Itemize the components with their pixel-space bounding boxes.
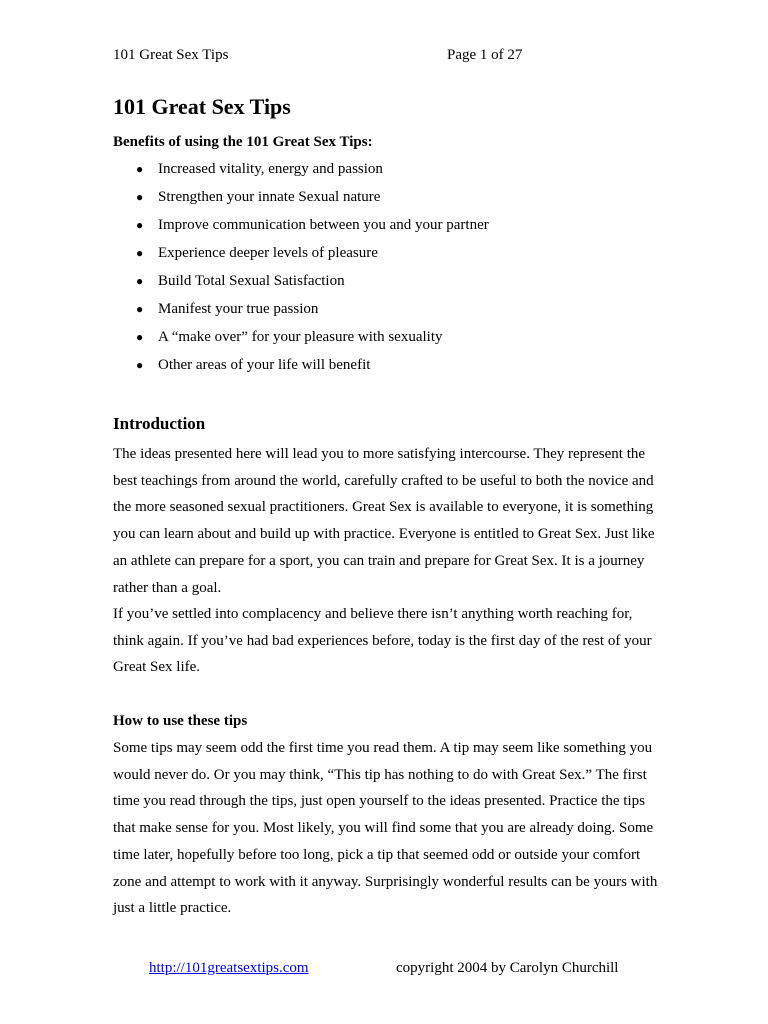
bullet-icon: ●: [136, 358, 144, 372]
list-item-text: Manifest your true passion: [158, 301, 319, 317]
list-item-text: Improve communication between you and your partner: [158, 217, 489, 233]
list-item-text: Build Total Sexual Satisfaction: [158, 273, 345, 289]
list-item: [113, 187, 489, 215]
list-item: [113, 243, 489, 271]
how-to-use-heading: How to use these tips: [113, 713, 248, 729]
bullet-icon: ●: [136, 302, 144, 316]
list-item: [113, 355, 489, 383]
header-document-title: 101 Great Sex Tips: [113, 47, 229, 63]
list-item-text: A “make over” for your pleasure with sexuality: [158, 329, 443, 345]
introduction-paragraph: The ideas presented here will lead you to more satisfying intercourse. They represent the best teachings from around the world, carefully crafted to be useful to both the novice and the more seasoned sexual practitioners. Great Sex is available to everyone, it is something you can learn about and build up with practice. Everyone is entitled to Great Sex. Just like an athlete can prepare for a sport, you can train and prepare for Great Sex. It is a journey rather than a goal.: [113, 446, 655, 596]
list-item: [113, 327, 489, 355]
list-item: [113, 215, 489, 243]
how-to-use-paragraph: Some tips may seem odd the first time you read them. A tip may seem like something you would never do. Or you may think, “This tip has nothing to do with Great Sex.” The first time you read through the tips, just open yourself to the ideas presented. Practice the tips that make sense for you. Most likely, you will find some that you are already doing. Some time later, hopefully before too long, pick a tip that seemed odd or outside your comfort zone and attempt to work with it anyway. Surprisingly wonderful results can be yours with just a little practice.: [113, 740, 658, 917]
list-item: [113, 299, 489, 327]
website-link[interactable]: http://101greatsextips.com: [149, 960, 309, 976]
introduction-heading: Introduction: [113, 414, 206, 433]
copyright-notice: copyright 2004 by Carolyn Churchill: [396, 960, 619, 976]
list-item-text: Strengthen your innate Sexual nature: [158, 189, 381, 205]
benefits-list: [113, 159, 489, 383]
benefits-heading: Benefits of using the 101 Great Sex Tips:: [113, 134, 373, 150]
bullet-icon: ●: [136, 162, 144, 176]
document-title: 101 Great Sex Tips: [113, 94, 291, 119]
list-item-text: Experience deeper levels of pleasure: [158, 245, 378, 261]
list-item-text: Other areas of your life will benefit: [158, 357, 371, 373]
bullet-icon: ●: [136, 190, 144, 204]
bullet-icon: ●: [136, 246, 144, 260]
list-item-text: Increased vitality, energy and passion: [158, 161, 383, 177]
introduction-paragraph: If you’ve settled into complacency and believe there isn’t anything worth reaching for, think again. If you’ve had bad experiences before, today is the first day of the rest of your Great Sex life.: [113, 606, 652, 676]
bullet-icon: ●: [136, 330, 144, 344]
bullet-icon: ●: [136, 218, 144, 232]
list-item: [113, 271, 489, 299]
header-page-number: Page 1 of 27: [447, 47, 523, 63]
bullet-icon: ●: [136, 274, 144, 288]
list-item: [113, 159, 489, 187]
